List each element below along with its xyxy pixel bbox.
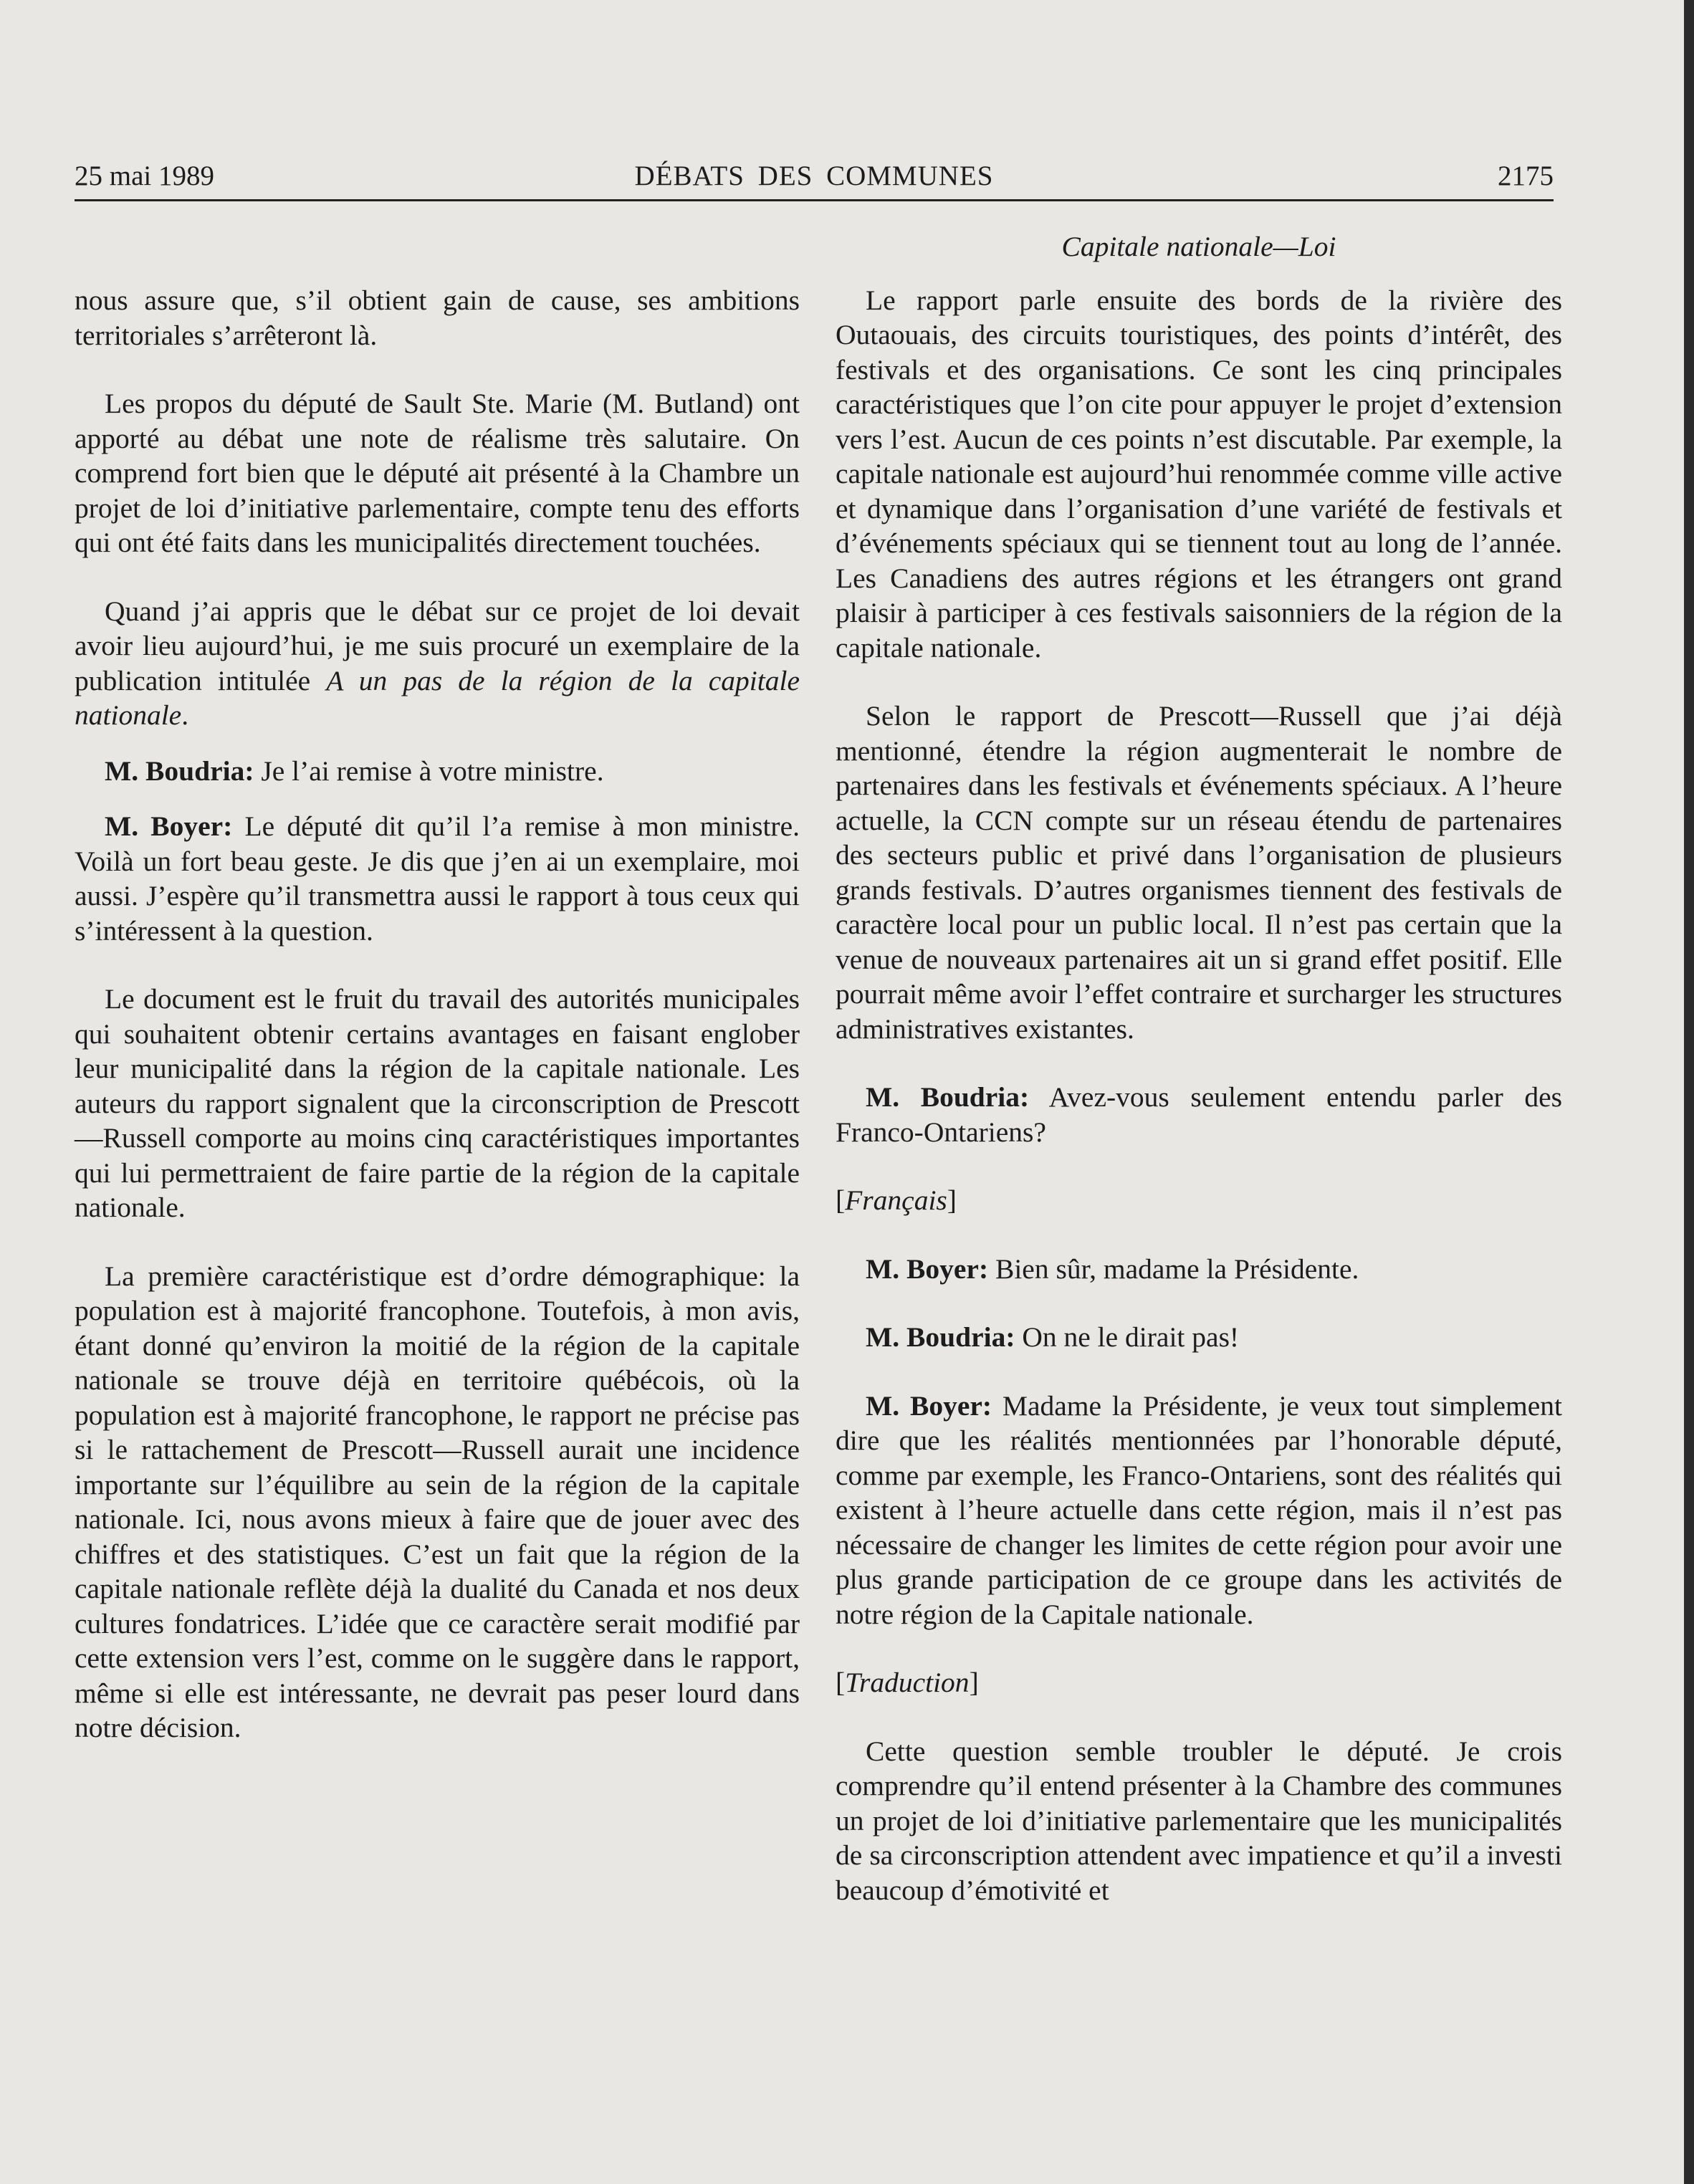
language-tag: [Français]: [836, 1184, 957, 1216]
speech: [836, 1389, 1562, 1632]
speech-text: Madame la Présidente, je veux tout simplement dire que les réalités mentionnées par l’honorable député, comme par exemple, les Franco-Ontariens, sont des réalités qui existent à l’heure actuelle dans cette région, mais il n’est pas nécessaire de changer les limites de cette région pour avoir une plus grande participation de ce groupe dans les activités de notre région de la Capitale nationale.: [836, 1389, 1562, 1630]
paragraph: Selon le rapport de Prescott—Russell que j’ai déjà mentionné, étendre la région augmenterait le nombre de partenaires dans les festivals et événements spéciaux. A l’heure actuelle, la CCN compte sur un réseau étendu de partenaires des secteurs public et privé dans l’organisation de plusieurs grands festivals. D’autres organismes tiennent des festivals de caractère local pour un public local. Il n’est pas certain que la venue de nouveaux partenaires ait un si grand effet positif. Elle pourrait même avoir l’effet contraire et surcharger les structures administratives existantes.: [836, 700, 1562, 1045]
speaker-name: M. Boudria:: [105, 755, 254, 787]
speech-text: On ne le dirait pas!: [1015, 1321, 1240, 1353]
paragraph-continued: nous assure que, s’il obtient gain de cause, ses ambitions territoriales s’arrêteront là.: [75, 284, 800, 351]
paragraph: La première caractéristique est d’ordre démographique: la population est à majorité francophone. Toutefois, à mon avis, étant donné qu’environ la moitié de la région de la capitale nationale se trouve déjà en territoire québécois, où la population est à majorité francophone, le rapport ne précise pas si le rattachement de Prescott—Russell aurait une incidence importante sur l’équilibre au sein de la région de la capitale nationale. Ici, nous avons mieux à faire que de jouer avec des chiffres et des statistiques. C’est un fait que la région de la capitale nationale reflète déjà la dualité du Canada et nos deux cultures fondatrices. L’idée que ce caractère serait modifié par cette extension vers l’est, comme on le suggère dans le rapport, même si elle est intéressante, ne devrait pas peser lourd dans notre décision.: [75, 1260, 800, 1743]
header-rule: [75, 199, 1554, 201]
paragraph: Le document est le fruit du travail des autorités municipales qui souhaitent obtenir certains avantages en faisant englober leur municipalité dans la région de la capitale nationale. Les auteurs du rapport signalent que la circonscription de Prescott—Russell comporte au moins cinq caractéristiques importantes qui lui permettraient de faire partie de la région de la capitale nationale.: [75, 983, 800, 1223]
speaker-name: M. Boudria:: [866, 1081, 1030, 1113]
speech-text: Avez-vous seulement entendu parler des Franco-Ontariens?: [836, 1081, 1562, 1148]
running-head: Capitale nationale—Loi: [1061, 231, 1336, 262]
speaker-name: M. Boyer:: [105, 810, 233, 842]
header-date: 25 mai 1989: [75, 161, 214, 191]
paragraph-end: .: [181, 699, 189, 731]
paragraph: Le rapport parle ensuite des bords de la rivière des Outaouais, des circuits touristiques, des points d’intérêt, des festivals et des organisations. Ce sont les cinq principales caractéristiques que l’on cite pour appuyer le projet d’extension vers l’est. Aucun de ces points n’est discutable. Par exemple, la capitale nationale est aujourd’hui renommée comme ville active et dynamique dans l’organisation d’une variété de festivals et d’événements spéciaux qui se tiennent tout au long de l’année. Les Canadiens des autres régions et les étrangers ont grand plaisir à participer à ces festivals saisonniers de la région de la capitale nationale.: [836, 284, 1562, 664]
left-column: [75, 283, 800, 1745]
speech: [836, 1252, 1562, 1287]
paragraph-text: Quand j’ai appris que le débat sur ce projet de loi devait avoir lieu aujourd’hui, je me suis procuré un exemplaire de la publication intitulée: [75, 595, 800, 696]
right-column: [836, 229, 1562, 1907]
journal-title: DÉBATS DES COMMUNES: [634, 161, 994, 191]
language-tag-text: Traduction: [845, 1667, 970, 1698]
speech: [836, 1080, 1562, 1149]
language-tag-text: Français: [845, 1184, 947, 1216]
page-header: [75, 156, 1554, 199]
speech-text: Le député dit qu’il l’a remise à mon ministre. Voilà un fort beau geste. Je dis que j’en ai un exemplaire, moi aussi. J’espère qu’il transmettra aussi le rapport à tous ceux qui s’intéressent à la question.: [75, 810, 800, 947]
speaker-name: M. Boudria:: [866, 1321, 1015, 1353]
speech: [836, 1320, 1562, 1355]
page-number: 2175: [1498, 161, 1554, 191]
language-tag: [Traduction]: [836, 1667, 979, 1698]
paragraph: Les propos du député de Sault Ste. Marie (M. Butland) ont apporté au débat une note de réalisme très salutaire. On comprend fort bien que le député ait présenté à la Chambre un projet de loi d’initiative parlementaire, compte tenu des efforts qui ont été faits dans les municipalités directement touchées.: [75, 388, 800, 558]
speech-text: Bien sûr, madame la Présidente.: [988, 1253, 1359, 1285]
scan-edge: [1684, 0, 1694, 2184]
publication-title: A un pas de la région de la capitale nationale: [75, 664, 800, 731]
speaker-name: M. Boyer:: [866, 1389, 992, 1422]
speech: [75, 754, 800, 789]
speech-text: Je l’ai remise à votre ministre.: [254, 755, 604, 787]
speaker-name: M. Boyer:: [866, 1253, 989, 1285]
speech: [75, 809, 800, 948]
paragraph: [75, 594, 800, 733]
paragraph: Cette question semble troubler le député. Je crois comprendre qu’il entend présenter à la Chambre des communes un projet de loi d’initiative parlementaire que les municipalités de sa circonscription attendent avec impatience et qu’il a investi beaucoup d’émotivité et: [836, 1735, 1562, 1906]
